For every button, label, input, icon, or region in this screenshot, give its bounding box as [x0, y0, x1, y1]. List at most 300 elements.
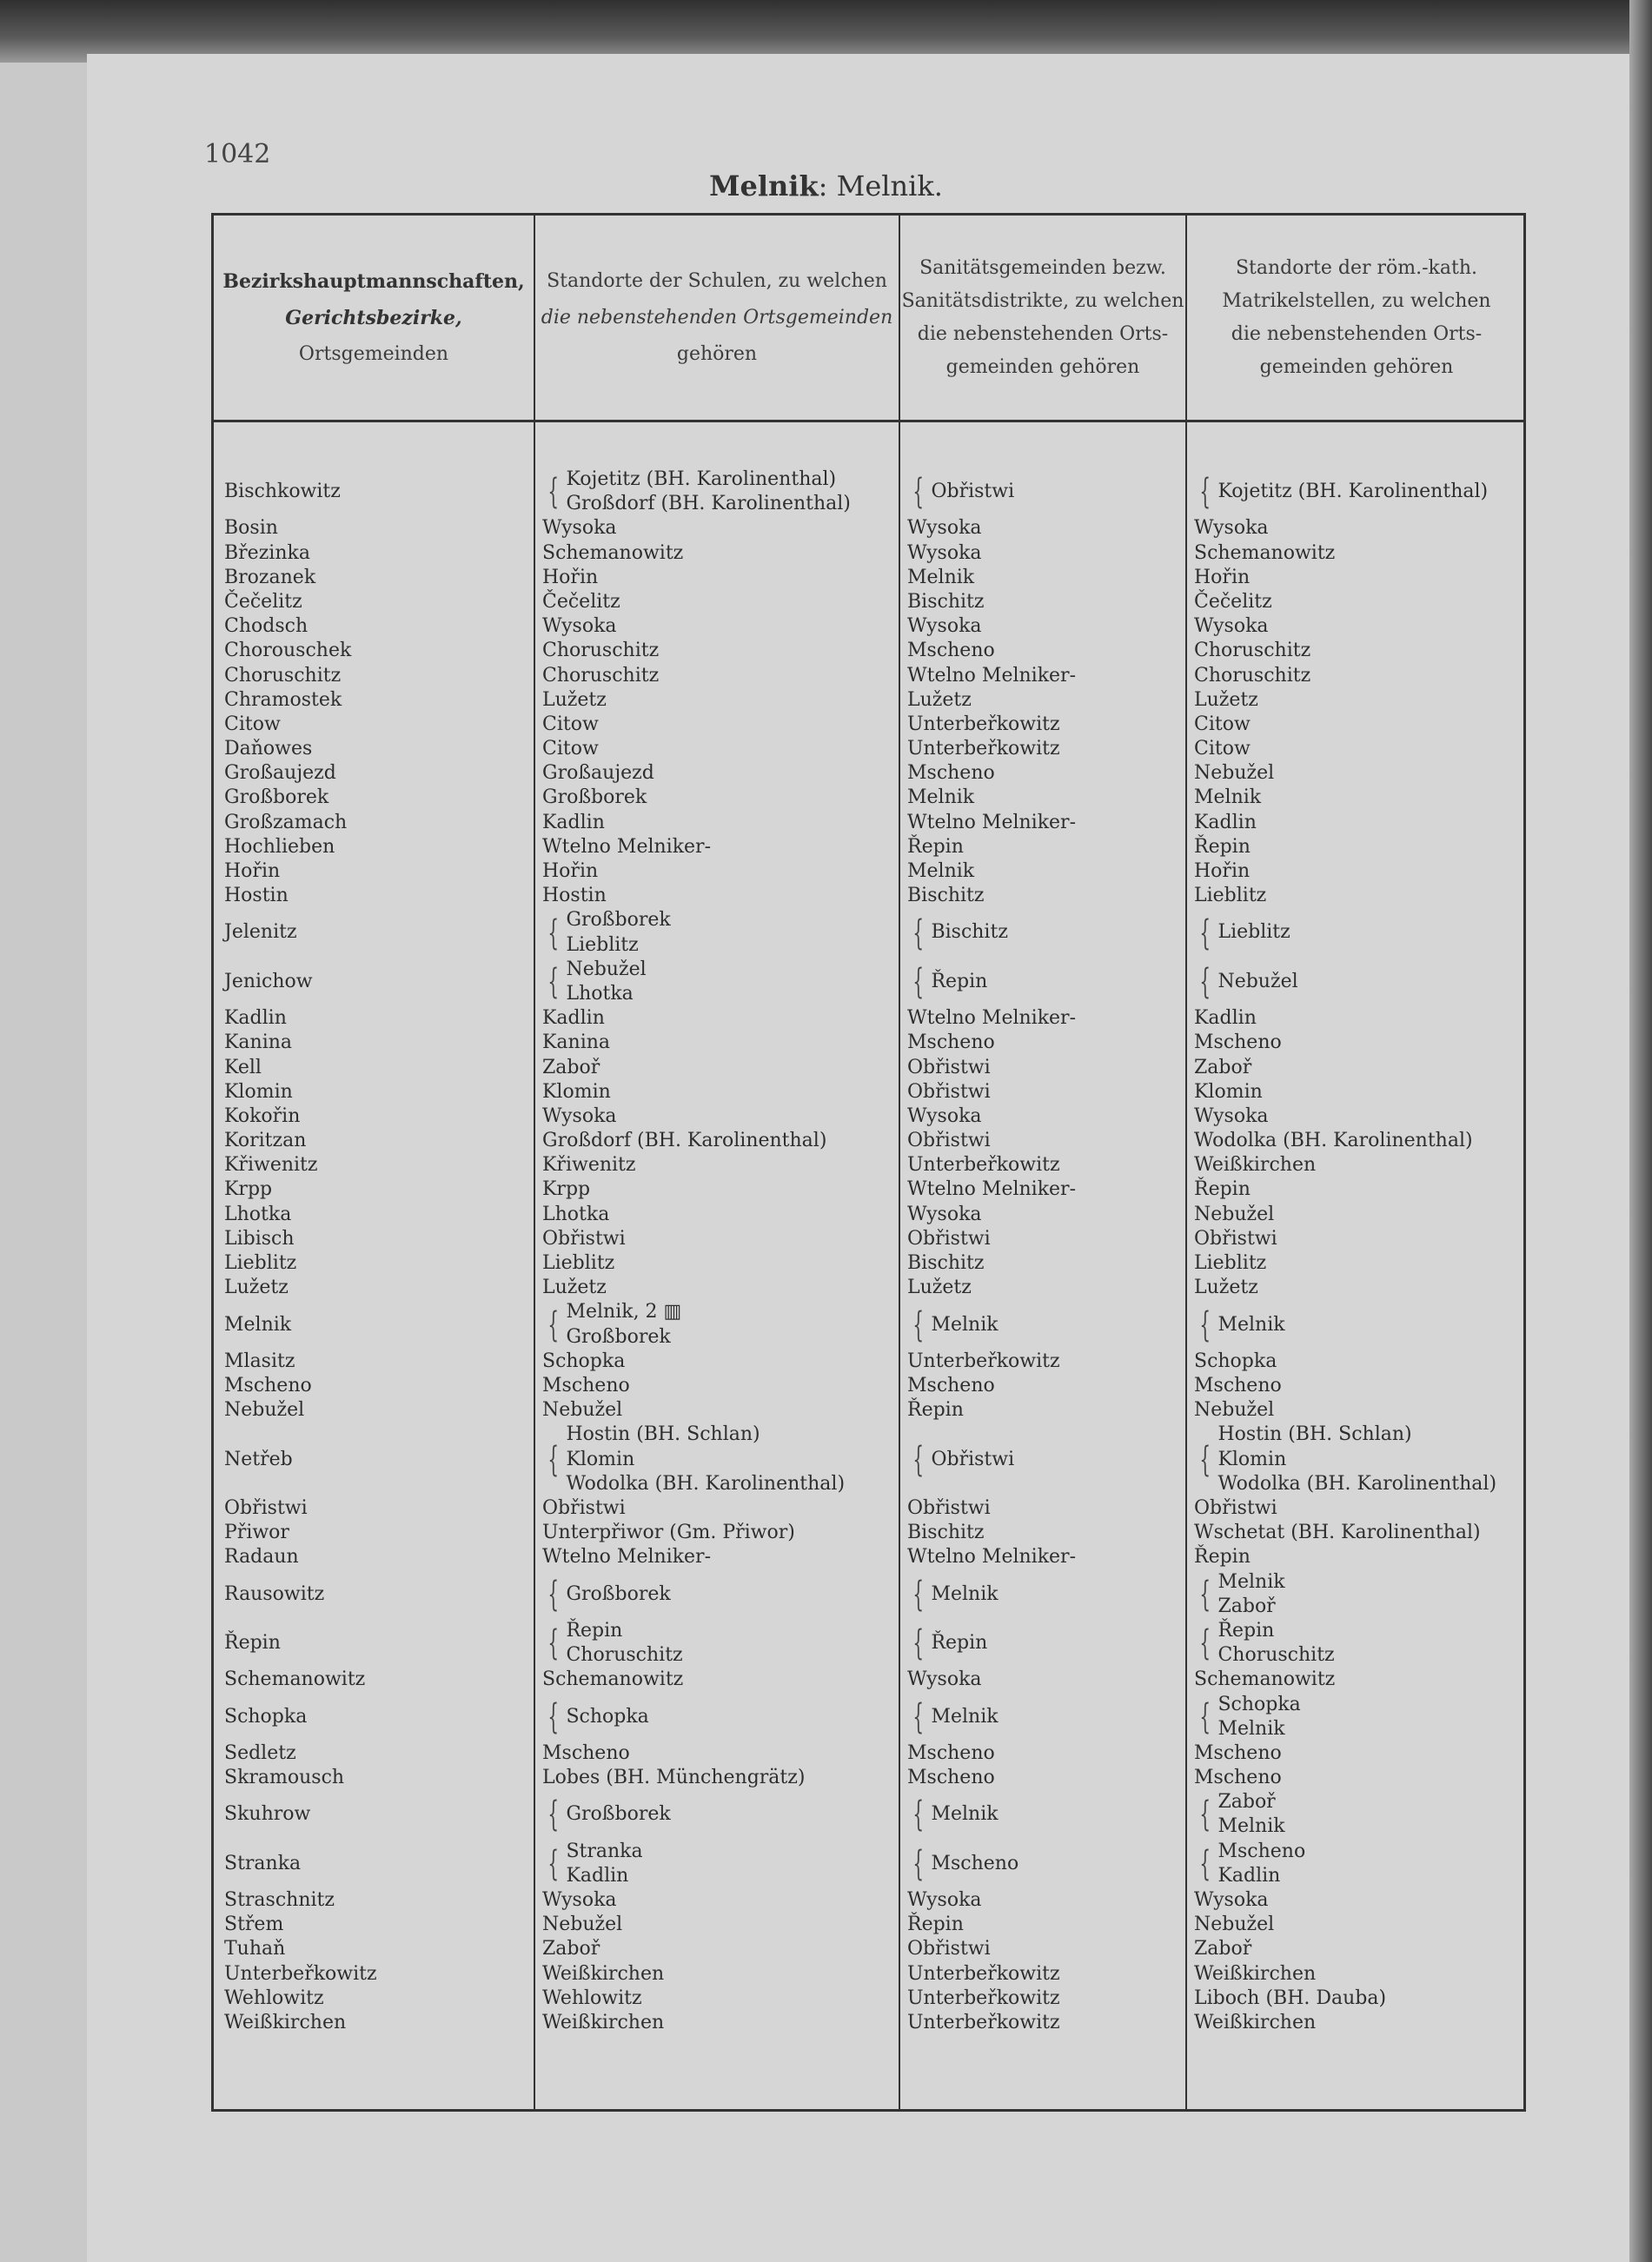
matrikel-entry: Citow — [1194, 713, 1251, 735]
gemeinde-name: Citow — [224, 713, 281, 735]
matrikel-cell — [1194, 1496, 1523, 1521]
brace-mark: { — [1199, 1794, 1211, 1835]
gemeinde-name: Kadlin — [224, 1007, 287, 1030]
gemeinde-name: Březinka — [224, 541, 310, 564]
gemeinde-cell — [224, 590, 528, 614]
schule-entries — [542, 859, 598, 884]
sanitaet-cell — [907, 1741, 1181, 1766]
schule-entries — [542, 1423, 845, 1496]
matrikel-entry: Řepin — [1217, 1619, 1275, 1642]
header-sanitaet — [900, 216, 1185, 420]
schule-entry: Citow — [542, 738, 599, 760]
gemeinde-cell — [224, 1937, 528, 1961]
matrikel-cell — [1194, 1521, 1523, 1545]
sanitaet-entry: Unterbeřkowitz — [907, 1962, 1060, 1985]
brace-mark: { — [912, 1304, 925, 1345]
schule-entries — [542, 1153, 635, 1177]
schule-entry: Lieblitz — [542, 1252, 615, 1275]
schule-cell — [542, 1031, 894, 1055]
gemeinde-name: Koritzan — [224, 1130, 307, 1152]
sanitaet-cell — [907, 1350, 1181, 1374]
sanitaet-entries — [907, 884, 984, 908]
gemeinde-cell — [224, 1668, 528, 1692]
gemeinde-name: Großaujezd — [224, 762, 336, 785]
matrikel-entries — [1194, 1741, 1282, 1766]
matrikel-entry: Kojetitz (BH. Karolinenthal) — [1217, 481, 1489, 503]
sanitaet-entry: Mscheno — [907, 640, 995, 662]
matrikel-entries — [1194, 1129, 1473, 1153]
gemeinde-cell — [224, 1741, 528, 1766]
matrikel-entry: Melnik — [1194, 786, 1262, 809]
gemeinde-name: Střem — [224, 1914, 284, 1936]
schule-entry: Lobes (BH. Münchengrätz) — [542, 1767, 806, 1789]
schule-entries — [542, 1251, 614, 1276]
matrikel-entry: Wysoka — [1194, 517, 1269, 540]
schule-cell — [542, 1374, 894, 1398]
schule-cell — [542, 468, 894, 516]
brace-mark: { — [912, 472, 925, 513]
matrikel-cell — [1194, 1888, 1523, 1913]
sanitaet-cell — [907, 1693, 1181, 1741]
matrikel-entries — [1194, 961, 1298, 1002]
gemeinde-name: Stranka — [224, 1852, 302, 1874]
matrikel-entries — [1194, 1693, 1301, 1741]
sanitaet-entry: Wtelno Melniker- — [907, 811, 1077, 833]
matrikel-entry: Wodolka (BH. Karolinenthal) — [1217, 1472, 1497, 1495]
gemeinde-name: Schopka — [224, 1705, 308, 1728]
gemeinde-name: Hořin — [224, 860, 281, 883]
schule-cell — [542, 958, 894, 1006]
sanitaet-entry: Melnik — [907, 860, 975, 883]
gemeinde-name: Tuhaň — [224, 1938, 286, 1960]
gemeinde-name: Obřistwi — [224, 1496, 308, 1519]
matrikel-cell — [1194, 1790, 1523, 1839]
schule-entries — [542, 1350, 625, 1374]
sanitaet-entry: Obřistwi — [907, 1130, 991, 1152]
sanitaet-entry: Wtelno Melniker- — [907, 1007, 1077, 1030]
matrikel-entry: Melnik — [1217, 1313, 1285, 1336]
sanitaet-entry: Melnik — [931, 1803, 998, 1826]
gemeinde-cell — [224, 835, 528, 859]
sanitaet-entries — [907, 1962, 1060, 1987]
matrikel-entries — [1194, 1962, 1316, 1987]
sanitaet-cell — [907, 516, 1181, 541]
matrikel-entry: Kadlin — [1217, 1864, 1281, 1887]
matrikel-entries — [1194, 1937, 1251, 1961]
schule-cell — [542, 590, 894, 614]
gemeinde-cell — [224, 1129, 528, 1153]
schule-entries — [542, 566, 598, 590]
gemeinde-cell — [224, 761, 528, 786]
sanitaet-cell — [907, 688, 1181, 713]
matrikel-cell — [1194, 516, 1523, 541]
brace-mark: { — [1199, 1843, 1211, 1884]
matrikel-cell — [1194, 614, 1523, 639]
matrikel-entry: Zaboř — [1217, 1791, 1276, 1814]
schule-entries — [542, 1104, 617, 1129]
matrikel-entry: Mscheno — [1217, 1840, 1306, 1862]
sanitaet-cell — [907, 590, 1181, 614]
column-divider — [899, 216, 900, 2109]
gemeinde-name: Chorouschek — [224, 640, 352, 662]
column-matrikel — [1194, 468, 1523, 2035]
gemeinde-cell — [224, 516, 528, 541]
brace-mark: { — [912, 1439, 925, 1480]
sanitaet-entries — [907, 1104, 982, 1129]
matrikel-entries — [1194, 664, 1310, 688]
schule-cell — [542, 639, 894, 663]
sanitaet-entries — [907, 1350, 1060, 1374]
sanitaet-entry: Lužetz — [907, 1277, 972, 1299]
matrikel-entry: Lužetz — [1194, 688, 1258, 711]
matrikel-entries — [1194, 1104, 1269, 1129]
matrikel-cell — [1194, 664, 1523, 688]
column-divider — [1185, 216, 1187, 2109]
matrikel-entry: Citow — [1194, 738, 1251, 760]
gemeinde-name: Hochlieben — [224, 835, 335, 858]
matrikel-entry: Wschetat (BH. Karolinenthal) — [1194, 1522, 1481, 1544]
gemeinde-cell — [224, 1398, 528, 1423]
schule-cell — [542, 664, 894, 688]
brace-mark: { — [912, 1623, 925, 1664]
sanitaet-cell — [907, 1080, 1181, 1104]
matrikel-entry: Mscheno — [1194, 1741, 1282, 1764]
schule-entries — [542, 1696, 649, 1737]
sanitaet-entries — [907, 835, 964, 859]
schule-entries — [542, 908, 671, 957]
matrikel-entries — [1194, 1374, 1282, 1398]
schule-entry: Stranka — [566, 1840, 643, 1862]
matrikel-cell — [1194, 786, 1523, 810]
matrikel-cell — [1194, 1570, 1523, 1619]
schule-entries — [542, 1794, 671, 1835]
schule-cell — [542, 516, 894, 541]
sanitaet-entry: Wtelno Melniker- — [907, 1546, 1077, 1569]
sanitaet-entry: Řepin — [907, 835, 964, 858]
register-table — [211, 213, 1526, 2112]
schule-cell — [542, 1741, 894, 1766]
sanitaet-entries — [907, 1794, 998, 1835]
brace-mark: { — [1199, 961, 1211, 1002]
matrikel-cell — [1194, 1987, 1523, 2011]
gemeinde-cell — [224, 1987, 528, 2011]
matrikel-cell — [1194, 811, 1523, 835]
matrikel-cell — [1194, 1006, 1523, 1031]
gemeinde-cell — [224, 664, 528, 688]
schule-cell — [542, 1300, 894, 1349]
sanitaet-entries — [907, 1623, 988, 1664]
matrikel-cell — [1194, 1962, 1523, 1987]
sanitaet-cell — [907, 1668, 1181, 1692]
schule-entry: Mscheno — [542, 1741, 630, 1764]
sanitaet-entry: Obřistwi — [907, 1080, 991, 1103]
sanitaet-entries — [907, 1766, 995, 1790]
schule-cell — [542, 1276, 894, 1300]
title-rest: : Melnik. — [818, 169, 943, 202]
schule-cell — [542, 1693, 894, 1741]
matrikel-entry: Liboch (BH. Dauba) — [1194, 1987, 1387, 2009]
sanitaet-cell — [907, 1496, 1181, 1521]
gemeinde-name: Sedletz — [224, 1741, 296, 1764]
sanitaet-entry: Melnik — [931, 1582, 998, 1605]
gemeinde-cell — [224, 1350, 528, 1374]
brace-mark: { — [547, 1439, 560, 1480]
schule-cell — [542, 835, 894, 859]
schule-entry: Schopka — [566, 1705, 649, 1728]
brace-mark: { — [547, 1843, 560, 1884]
gemeinde-cell — [224, 884, 528, 908]
matrikel-entries — [1194, 1570, 1285, 1619]
sanitaet-entry: Bischitz — [931, 921, 1008, 944]
schule-entry: Schemanowitz — [542, 541, 684, 564]
matrikel-cell — [1194, 908, 1523, 957]
matrikel-entry: Lieblitz — [1217, 921, 1290, 944]
sanitaet-cell — [907, 1031, 1181, 1055]
sanitaet-entries — [907, 713, 1060, 737]
matrikel-cell — [1194, 1153, 1523, 1177]
sanitaet-cell — [907, 1790, 1181, 1839]
matrikel-entries — [1194, 912, 1290, 953]
matrikel-cell — [1194, 835, 1523, 859]
matrikel-entry: Řepin — [1194, 1178, 1251, 1201]
matrikel-entry: Mscheno — [1194, 1031, 1282, 1054]
gemeinde-cell — [224, 811, 528, 835]
sanitaet-entries — [907, 1843, 1019, 1884]
matrikel-entry: Schopka — [1194, 1350, 1277, 1372]
matrikel-entry: Nebužel — [1194, 762, 1275, 785]
sanitaet-entry: Mscheno — [907, 1741, 995, 1764]
schule-entries — [542, 713, 599, 737]
matrikel-entry: Čečelitz — [1194, 590, 1272, 613]
schule-cell — [542, 1227, 894, 1251]
gemeinde-cell — [224, 1251, 528, 1276]
schule-cell — [542, 1056, 894, 1080]
matrikel-entry: Wysoka — [1194, 1889, 1269, 1912]
sanitaet-cell — [907, 1521, 1181, 1545]
sanitaet-entries — [907, 1031, 995, 1055]
page-number: 1042 — [204, 139, 271, 169]
matrikel-entries — [1194, 688, 1258, 713]
matrikel-cell — [1194, 1766, 1523, 1790]
gemeinde-cell — [224, 1888, 528, 1913]
sanitaet-entries — [907, 1276, 972, 1300]
matrikel-entries — [1194, 1790, 1285, 1839]
matrikel-cell — [1194, 468, 1523, 516]
matrikel-entry: Choruschitz — [1217, 1644, 1335, 1667]
schule-entry: Řepin — [566, 1619, 623, 1642]
brace-mark: { — [1199, 1574, 1211, 1615]
matrikel-entry: Schemanowitz — [1194, 541, 1336, 564]
schule-entry: Kadlin — [542, 811, 605, 833]
schule-entry: Großdorf (BH. Karolinenthal) — [566, 493, 851, 515]
schule-entries — [542, 468, 851, 516]
matrikel-entries — [1194, 1398, 1274, 1423]
gemeinde-cell — [224, 2011, 528, 2035]
schule-entries — [542, 786, 647, 810]
sanitaet-cell — [907, 1888, 1181, 1913]
header-line: Matrikelstellen, zu welchen — [1222, 289, 1491, 312]
matrikel-cell — [1194, 1227, 1523, 1251]
sanitaet-cell — [907, 1398, 1181, 1423]
brace-mark: { — [1199, 1696, 1211, 1737]
header-line: die nebenstehenden Orts- — [1231, 322, 1483, 345]
sanitaet-entry: Obřistwi — [907, 1938, 991, 1960]
header-divider — [214, 420, 1523, 422]
sanitaet-cell — [907, 713, 1181, 737]
gemeinde-cell — [224, 1276, 528, 1300]
matrikel-cell — [1194, 1031, 1523, 1055]
sanitaet-entries — [907, 761, 995, 786]
sanitaet-cell — [907, 541, 1181, 566]
schule-entry: Wodolka (BH. Karolinenthal) — [566, 1472, 846, 1495]
sanitaet-entries — [907, 1668, 982, 1692]
gemeinde-cell — [224, 1840, 528, 1888]
matrikel-entry: Kadlin — [1194, 1007, 1257, 1030]
schule-entry: Kanina — [542, 1031, 611, 1054]
sanitaet-cell — [907, 1251, 1181, 1276]
header-line: Sanitätsgemeinden bezw. — [919, 256, 1166, 279]
matrikel-entry: Lieblitz — [1194, 885, 1267, 907]
schule-cell — [542, 1350, 894, 1374]
sanitaet-cell — [907, 958, 1181, 1006]
matrikel-entries — [1194, 1888, 1269, 1913]
schule-entry: Lužetz — [542, 688, 607, 711]
matrikel-cell — [1194, 761, 1523, 786]
sanitaet-entries — [907, 1888, 982, 1913]
sanitaet-entry: Mscheno — [931, 1852, 1019, 1874]
gemeinde-cell — [224, 1153, 528, 1177]
schule-cell — [542, 1913, 894, 1937]
schule-cell — [542, 1006, 894, 1031]
gemeinde-cell — [224, 1496, 528, 1521]
schule-cell — [542, 908, 894, 957]
sanitaet-entries — [907, 1987, 1060, 2011]
schule-cell — [542, 1496, 894, 1521]
header-gemeinden — [214, 216, 534, 420]
brace-mark: { — [547, 912, 560, 953]
matrikel-cell — [1194, 1937, 1523, 1961]
schule-cell — [542, 1668, 894, 1692]
matrikel-entry: Lieblitz — [1194, 1252, 1267, 1275]
gemeinde-name: Skuhrow — [224, 1803, 311, 1826]
schule-cell — [542, 1080, 894, 1104]
matrikel-cell — [1194, 737, 1523, 761]
gemeinde-cell — [224, 614, 528, 639]
sanitaet-entry: Obřistwi — [931, 481, 1015, 503]
gemeinde-cell — [224, 1177, 528, 1202]
gemeinde-cell — [224, 859, 528, 884]
schule-entries — [542, 2011, 664, 2035]
matrikel-entries — [1194, 541, 1335, 566]
sanitaet-cell — [907, 761, 1181, 786]
matrikel-entry: Obřistwi — [1194, 1227, 1277, 1250]
gemeinde-name: Mlasitz — [224, 1350, 295, 1372]
gemeinde-name: Bosin — [224, 517, 278, 540]
schule-entries — [542, 614, 617, 639]
schule-cell — [542, 737, 894, 761]
schule-cell — [542, 761, 894, 786]
schule-entry: Weißkirchen — [542, 1962, 665, 1985]
sanitaet-entries — [907, 1741, 995, 1766]
sanitaet-cell — [907, 1177, 1181, 1202]
header-line: Standorte der röm.-kath. — [1235, 256, 1477, 279]
gemeinde-cell — [224, 958, 528, 1006]
sanitaet-entries — [907, 664, 1076, 688]
gemeinde-cell — [224, 1300, 528, 1349]
matrikel-entries — [1194, 737, 1251, 761]
sanitaet-entries — [907, 1227, 991, 1251]
matrikel-cell — [1194, 1619, 1523, 1668]
schule-entry: Kadlin — [542, 1007, 605, 1030]
sanitaet-cell — [907, 908, 1181, 957]
matrikel-entries — [1194, 811, 1257, 835]
matrikel-cell — [1194, 1741, 1523, 1766]
sanitaet-entries — [907, 1521, 984, 1545]
gemeinde-cell — [224, 566, 528, 590]
schule-entries — [542, 1496, 626, 1521]
gemeinde-cell — [224, 1521, 528, 1545]
schule-entries — [542, 516, 617, 541]
matrikel-entries — [1194, 1766, 1282, 1790]
matrikel-entries — [1194, 859, 1250, 884]
schule-entries — [542, 1521, 795, 1545]
schule-entry: Kojetitz (BH. Karolinenthal) — [566, 468, 837, 490]
schule-entries — [542, 1398, 622, 1423]
schule-entry: Choruschitz — [542, 640, 660, 662]
matrikel-entries — [1194, 884, 1266, 908]
schule-cell — [542, 713, 894, 737]
gemeinde-name: Lužetz — [224, 1277, 289, 1299]
sanitaet-entry: Řepin — [907, 1399, 964, 1422]
gemeinde-cell — [224, 786, 528, 810]
matrikel-entries — [1194, 1276, 1258, 1300]
schule-entries — [542, 737, 599, 761]
schule-cell — [542, 566, 894, 590]
schule-entries — [542, 1031, 610, 1055]
gemeinde-name: Přiwor — [224, 1522, 289, 1544]
sanitaet-entries — [907, 961, 988, 1002]
matrikel-entry: Hořin — [1194, 860, 1251, 883]
schule-entry: Großborek — [566, 1803, 671, 1826]
sanitaet-entry: Unterbeřkowitz — [907, 1987, 1060, 2009]
sanitaet-entry: Řepin — [907, 1914, 964, 1936]
matrikel-cell — [1194, 1203, 1523, 1227]
gemeinde-cell — [224, 639, 528, 663]
schule-cell — [542, 1521, 894, 1545]
schule-entries — [542, 1374, 630, 1398]
gemeinde-cell — [224, 688, 528, 713]
sanitaet-entry: Obřistwi — [907, 1227, 991, 1250]
gemeinde-name: Mscheno — [224, 1375, 312, 1396]
schule-cell — [542, 811, 894, 835]
matrikel-cell — [1194, 1129, 1523, 1153]
schule-entry: Wtelno Melniker- — [542, 1546, 712, 1569]
schule-entries — [542, 1668, 683, 1692]
schule-entry: Nebužel — [566, 958, 647, 980]
gemeinde-name: Bischkowitz — [224, 481, 341, 503]
schule-entry: Melnik, 2 ▥ — [566, 1301, 682, 1323]
schule-entries — [542, 1080, 611, 1104]
sanitaet-cell — [907, 1962, 1181, 1987]
sanitaet-entries — [907, 1374, 995, 1398]
brace-mark: { — [1199, 472, 1211, 513]
sanitaet-entry: Wysoka — [907, 1203, 982, 1225]
schule-entries — [542, 1203, 609, 1227]
schule-entry: Unterpřiwor (Gm. Přiwor) — [542, 1522, 795, 1544]
page-title — [0, 169, 1652, 202]
matrikel-entries — [1194, 1203, 1274, 1227]
sanitaet-entry: Melnik — [931, 1705, 998, 1728]
